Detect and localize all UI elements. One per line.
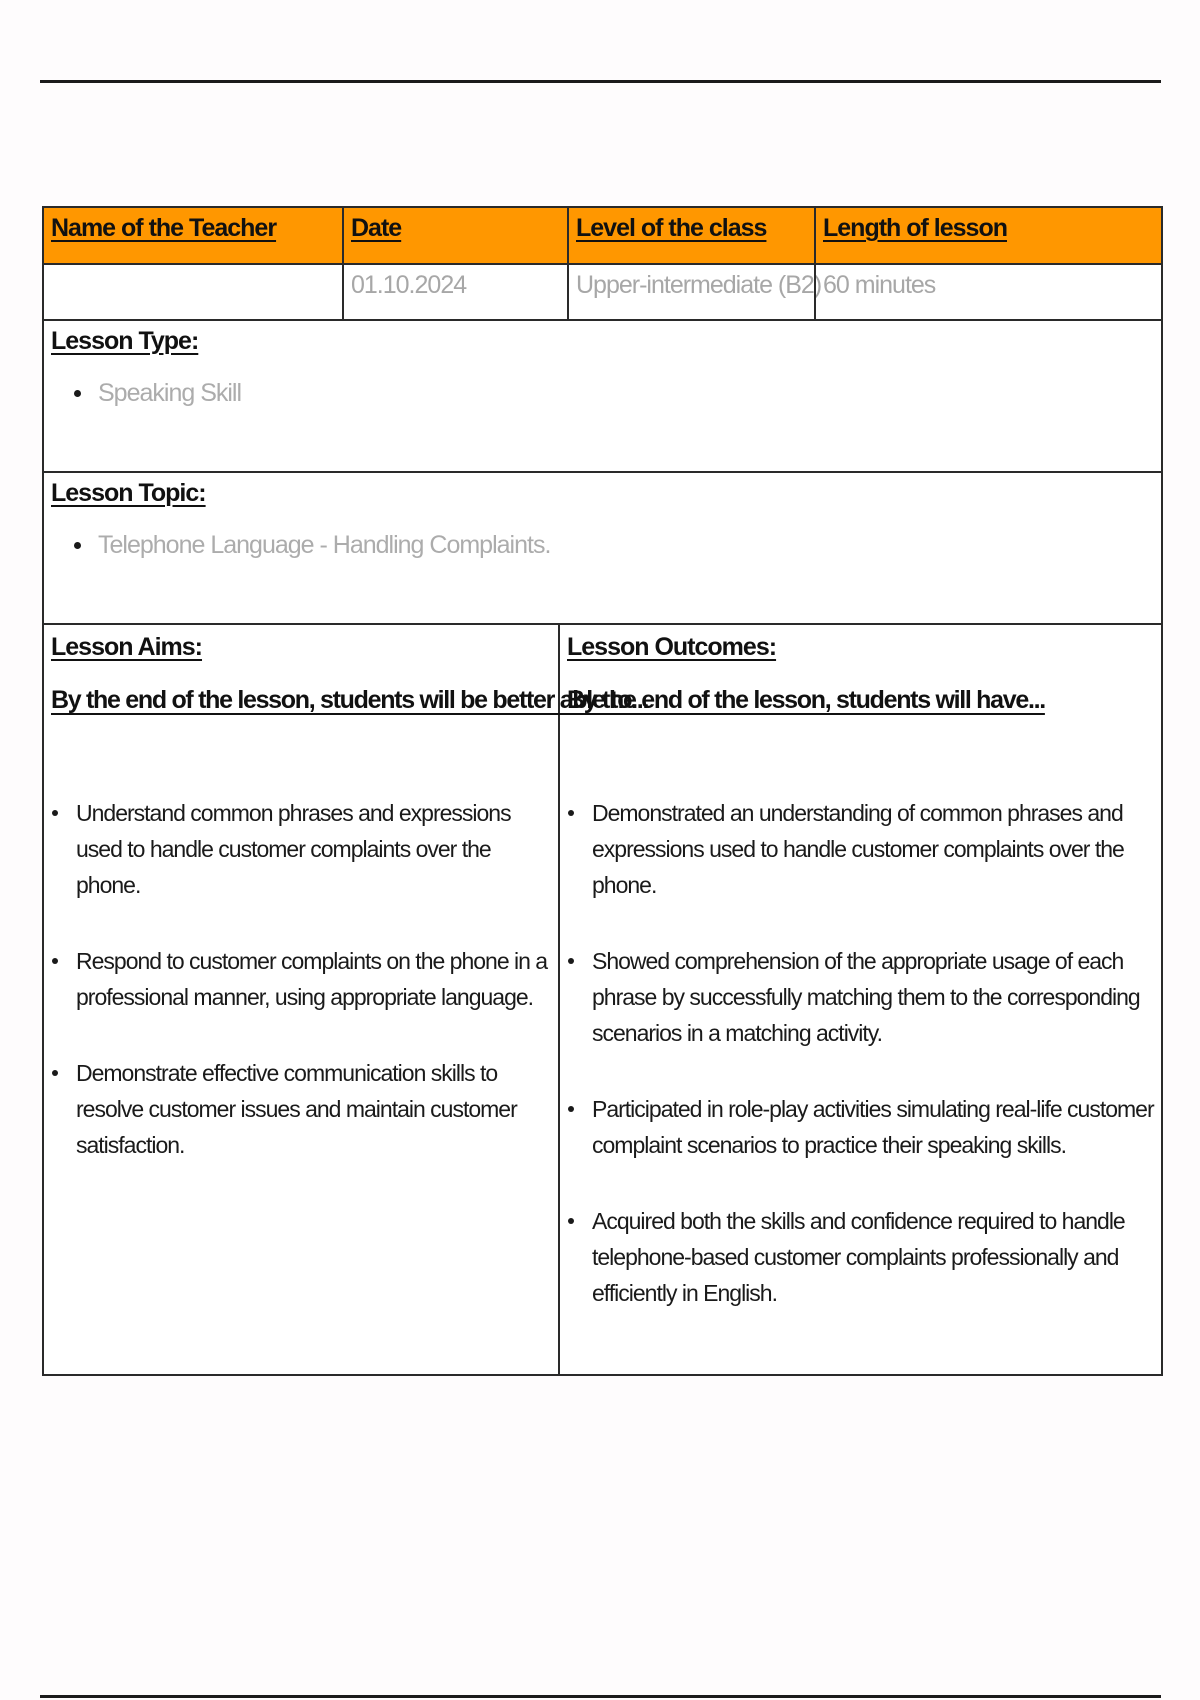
list-item [567,1091,1159,1163]
lesson-aims-intro: By the end of the lesson, students will be better able to... [51,686,649,714]
teacher-value-cell [44,265,342,319]
lesson-aims-label: Lesson Aims: [51,633,203,661]
aim-text: Demonstrate effective communication skills to resolve customer issues and maintain customer satisfaction. [76,1060,517,1158]
date-label: Date [351,214,402,242]
bullet-icon [568,810,574,816]
header-cell-teacher [44,208,342,263]
bullet-icon [568,1218,574,1224]
outcome-text: Showed comprehension of the appropriate usage of each phrase by successfully matching them to the corresponding scenarios in a matching activity. [592,948,1140,1046]
bullet-icon [568,958,574,964]
lesson-outcomes-intro: By the end of the lesson, students will have... [567,686,1045,714]
list-item [51,1055,551,1163]
lesson-outcomes-column [560,625,1163,1376]
lesson-aims-column [44,625,649,1376]
lesson-type-label: Lesson Type: [51,327,199,355]
lesson-type-section [44,321,1161,473]
outcome-text: Participated in role-play activities simulating real-life customer complaint scenarios to practice their speaking skills. [592,1096,1154,1158]
lesson-type-value: Speaking Skill [98,379,242,407]
lesson-plan-table [42,206,1163,1376]
header-row [44,208,1161,265]
date-value: 01.10.2024 [351,271,467,299]
aims-outcomes-section [44,625,1161,1376]
level-value-cell [567,265,822,319]
lesson-type-item [74,379,241,408]
list-item [51,943,551,1015]
level-value: Upper-intermediate (B2) [576,271,822,299]
list-item [567,1203,1159,1311]
date-value-cell [342,265,567,319]
length-value: 60 minutes [823,271,936,299]
lesson-topic-item [74,531,550,560]
lesson-outcomes-list [567,795,1159,1351]
length-label: Length of lesson [823,214,1007,242]
list-item [567,943,1159,1051]
bullet-icon [74,542,81,549]
list-item [567,795,1159,903]
aim-text: Respond to customer complaints on the phone in a professional manner, using appropriate language. [76,948,548,1010]
length-value-cell [814,265,1163,319]
level-label: Level of the class [576,214,767,242]
lesson-topic-section [44,473,1161,625]
bullet-icon [52,1070,58,1076]
header-cell-level [567,208,814,263]
bullet-icon [74,390,81,397]
outcome-text: Acquired both the skills and confidence required to handle telephone-based customer complaints professionally and efficiently in English. [592,1208,1125,1306]
lesson-topic-value: Telephone Language - Handling Complaints. [98,531,551,559]
bullet-icon [568,1106,574,1112]
header-cell-length [814,208,1163,263]
list-item [51,795,551,903]
aim-text: Understand common phrases and expressions used to handle customer complaints over the phone. [76,800,511,898]
bullet-icon [52,810,58,816]
outcome-text: Demonstrated an understanding of common phrases and expressions used to handle customer complaints over the phone. [592,800,1124,898]
header-cell-date [342,208,567,263]
top-divider [40,80,1161,83]
lesson-topic-label: Lesson Topic: [51,479,206,507]
bullet-icon [52,958,58,964]
lesson-aims-list [51,795,551,1203]
lesson-outcomes-label: Lesson Outcomes: [567,633,777,661]
bottom-divider [40,1695,1161,1698]
values-row [44,265,1161,321]
teacher-label: Name of the Teacher [51,214,277,242]
